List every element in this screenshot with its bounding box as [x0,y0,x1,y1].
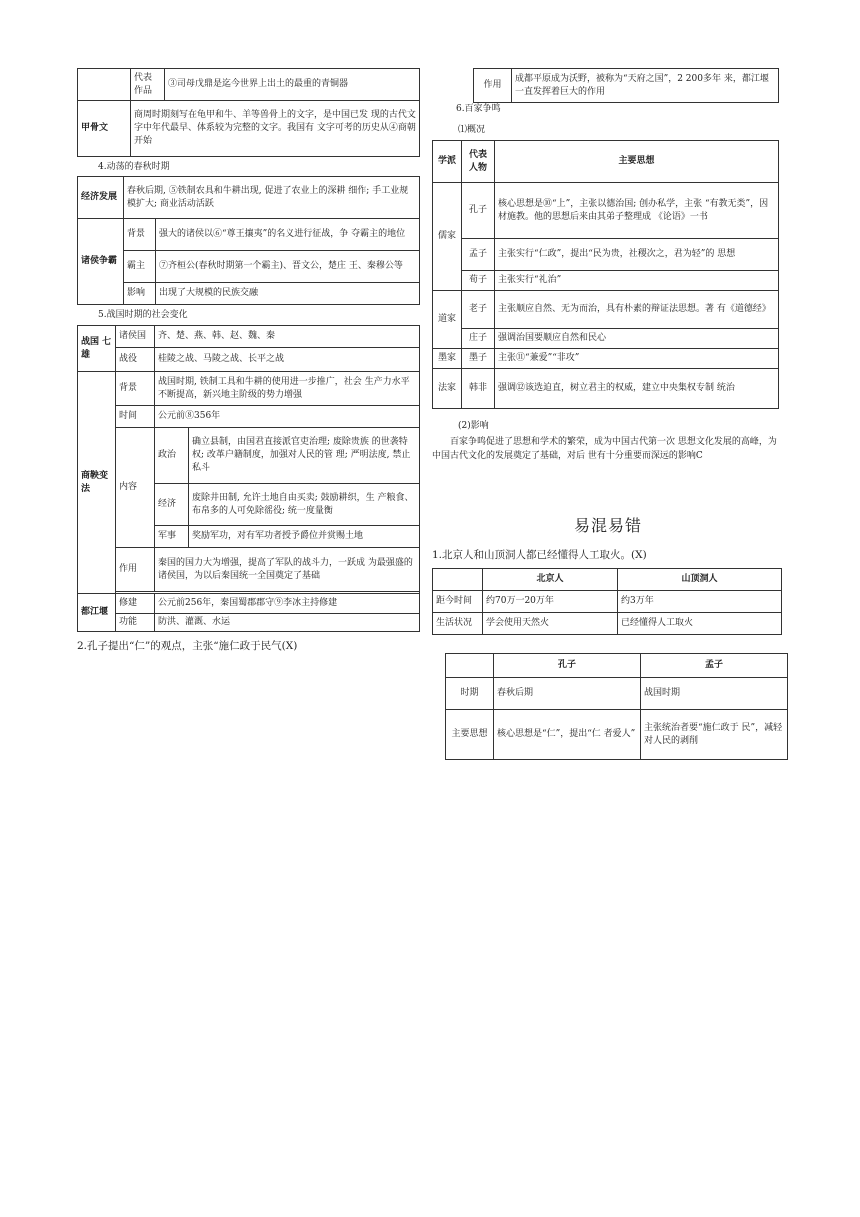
build-label: 修建 [116,594,155,614]
upper-cave-time: 约3万年 [618,591,782,613]
section-5-title: 5.战国时期的社会变化 [98,310,188,320]
overview-subtitle: ⑴概况 [458,125,486,135]
peking-life: 学会使用天然火 [483,613,618,635]
effect-label-r: 作用 [474,69,512,103]
oracle-bone-text: 商周时期刻写在龟甲和牛、羊等兽骨上的文字，是中国已发 现的古代文字中年代最早、体系较为完整的文字。我国有 文字可考的历史从④商朝开始 [131,101,420,157]
military-text: 奖励军功，对有军功者授予爵位并赏赐土地 [189,526,420,548]
sy-background-text: 战国时期, 铁制工具和牛耕的使用进一步推广，社会 生产力水平不断提高，新兴地主阶级的势力增强 [155,372,420,406]
mencius-period: 战国时期 [641,678,788,710]
laozi: 老子 [462,291,495,329]
sy-time-text: 公元前⑧356年 [155,406,420,428]
idea-header: 主要思想 [495,141,779,183]
battles-label: 战役 [116,348,155,372]
hanfei-idea: 强调⑫该选迫直，树立君主的权威，建立中央集权专制 统治 [495,369,779,409]
upper-cave-life: 已经懂得人工取火 [618,613,782,635]
politics-text: 确立县制，由国君直接派官吏治理; 废除贵族 的世袭特权; 改革户籍制度，加强对人民的管 理; 严明法度, 禁止私斗 [189,428,420,484]
function-text: 防洪、灌溉、水运 [155,614,420,632]
effect-text-r: 成都平原成为沃野，被称为“天府之国”，2 200多年 来，都江堰一直发挥着巨大的作用 [512,69,779,103]
life-label: 生活状况 [433,613,483,635]
influence-label: 影响 [124,283,156,305]
hundred-schools-table [432,140,779,409]
confucian-school: 儒家 [433,183,462,291]
dujiangyan-effect-table [473,68,779,103]
question-2: 2.孔子提出“仁”的观点，主张“施仁政于民气(X) [77,640,298,652]
seven-states-head: 战国 七雄 [78,326,116,372]
question-1: 1.北京人和山顶洞人都已经懂得人工取火。(X) [432,549,647,561]
build-text: 公元前256年，秦国蜀郡郡守⑨李冰主持修建 [155,594,420,614]
hegemony-head: 诸侯争霸 [78,219,124,305]
xunzi: 荀子 [462,271,495,291]
military-label: 军事 [155,526,189,548]
mencius-main-idea: 主张统治者要“施仁政于 民”，减轻对人民的剥削 [641,710,788,760]
confucius-main-idea: 核心思想是“仁”，提出“仁 者爱人” [494,710,641,760]
economy2-text: 废除井田制, 允许土地自由买卖; 鼓励耕织，生 产粮食、布帛多的人可免除徭役; 统一度量衡 [189,484,420,526]
xunzi-idea: 主张实行“礼治” [495,271,779,291]
mohist-school: 墨家 [433,349,462,369]
section-heading: 易混易错 [574,516,643,535]
mozi-idea: 主张⑪“兼爱”“非攻” [495,349,779,369]
spring-autumn-table [77,176,420,305]
battles-text: 桂陵之战、马陵之战、长平之战 [155,348,420,372]
mozi: 墨子 [462,349,495,369]
economy2-label: 经济 [155,484,189,526]
rep-header: 代表人物 [462,141,495,183]
period-label: 时期 [446,678,494,710]
confucius-period: 春秋后期 [494,678,641,710]
section-4-title: 4.动荡的春秋时期 [98,162,170,172]
background-label: 背景 [124,219,156,251]
confucius: 孔子 [462,183,495,239]
confucius-idea: 核心思想是⑩“上”，主张以德治国; 创办私学，主张 “有教无类”，因材施教。他的思想后来由其弟子整理成 《论语》一书 [495,183,779,239]
bronze-oracle-table [77,68,420,157]
function-label: 功能 [116,614,155,632]
sy-background-label: 背景 [116,372,155,406]
taoist-school: 道家 [433,291,462,349]
economy-text: 春秋后期, ⑤铁制农具和牛耕出现, 促进了农业上的深耕 细作; 手工业规模扩大; 商业活动活跃 [124,177,420,219]
mencius-idea: 主张实行“仁政”，提出“民为贵，社稷次之，君为轻”的 思想 [495,239,779,271]
hegemon-label: 霸主 [124,251,156,283]
shang-yang-head: 商鞅变法 [78,372,116,594]
background-text: 强大的诸侯以⑥“尊王攘夷”的名义进行征战，争 夺霸主的地位 [156,219,420,251]
influence-text: 出现了大规模的民族交融 [156,283,420,305]
main-idea-label: 主要思想 [446,710,494,760]
time-ago-label: 距今时间 [433,591,483,613]
laozi-idea: 主张顺应自然、无为而治，具有朴素的辩证法思想。著 有《道德经》 [495,291,779,329]
section-6-title: 6.百家争鸣 [456,104,501,114]
politics-label: 政治 [155,428,189,484]
sy-content-label: 内容 [116,428,155,548]
legalist-school: 法家 [433,369,462,409]
school-header: 学派 [433,141,462,183]
effect-text: 秦国的国力大为增强，提高了军队的战斗力，一跃成 为最强盛的诸侯国，为以后秦国统一全国奠定了基础 [155,548,420,592]
peking-vs-upper-cave-table [432,568,782,635]
oracle-bone-head: 甲骨文 [78,101,131,157]
warring-states-table [77,325,420,632]
upper-cave-header: 山顶洞人 [618,569,782,591]
peking-time: 约70万一20万年 [483,591,618,613]
mencius-header: 孟子 [641,654,788,678]
confucius-header: 孔子 [494,654,641,678]
confucius-vs-mencius-table [445,653,788,760]
zhuangzi-idea: 强调治国要顺应自然和民心 [495,329,779,349]
effect-label: 作用 [116,548,155,592]
hegemon-text: ⑦齐桓公(春秋时期第一个霸主)、晋文公，楚庄 王、秦穆公等 [156,251,420,283]
mencius: 孟子 [462,239,495,271]
influence-paragraph: 百家争鸣促进了思想和学术的繁荣，成为中国古代第一次 思想文化发展的高峰，为中国古代文化的发展奠定了基础，对后 世有十分重要而深远的影响C [432,437,777,461]
states-label: 诸侯国 [116,326,155,348]
rep-works-label: 代表 作品 [131,69,165,101]
economy-head: 经济发展 [78,177,124,219]
hanfei: 韩非 [462,369,495,409]
sy-time-label: 时间 [116,406,155,428]
influence-subtitle: (2)影响 [458,421,489,431]
peking-man-header: 北京人 [483,569,618,591]
dujiangyan-head: 都江堰 [78,594,116,632]
states-text: 齐、楚、燕、韩、赵、魏、秦 [155,326,420,348]
rep-works-text: ③司母戊鼎是迄今世界上出土的最重的青铜器 [165,69,420,101]
zhuangzi: 庄子 [462,329,495,349]
